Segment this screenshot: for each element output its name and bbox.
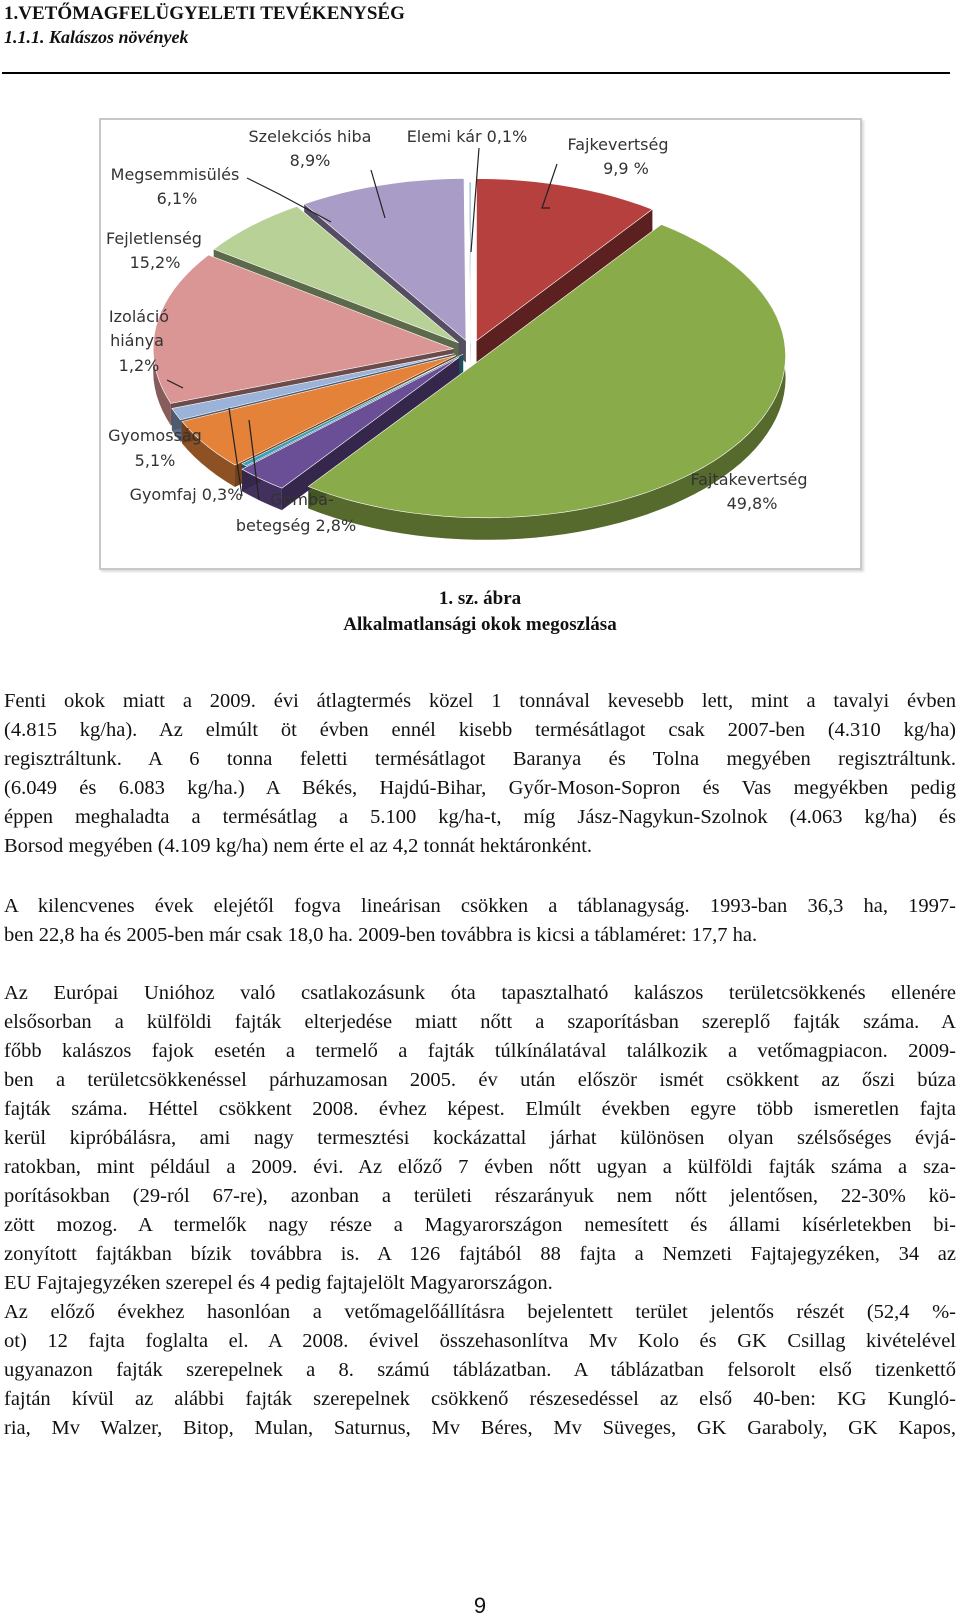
text-line: éppen meghaladta a termésátlag a 5.100 kg/ha-t, míg Jász-Nagykun-Szolnok (4.063 kg/ha) és	[4, 806, 956, 828]
paragraph-field-size	[4, 892, 956, 950]
label-gomba: Gomba-	[270, 490, 334, 509]
paragraph-varieties	[4, 979, 956, 1443]
label-fajkevertseg-value: 9,9 %	[603, 159, 649, 178]
text-line: Az Európai Unióhoz való csatlakozásunk óta tapasztalható kalászos területcsökkenés ellenére	[4, 982, 956, 1004]
label-megsemmisules: Megsemmisülés	[110, 165, 240, 184]
text-line: Borsod megyében (4.109 kg/ha) nem érte el az 4,2 tonnát hektáronként.	[4, 835, 593, 857]
text-line: ria, Mv Walzer, Bitop, Mulan, Saturnus, Mv Béres, Mv Süveges, GK Garaboly, GK Kapos,	[4, 1417, 956, 1439]
label-gyomossag-value: 5,1%	[134, 451, 176, 470]
pie-chart	[101, 120, 860, 568]
text-line: Fenti okok miatt a 2009. évi átlagtermés közel 1 tonnával kevesebb lett, mint a tavalyi évben	[4, 690, 956, 712]
label-gomba-2: betegség 2,8%	[235, 516, 357, 535]
section-title: 1.1.1. Kalászos növények	[4, 27, 189, 47]
text-line: zonyított fajtákban bízik továbbra is. A 126 fajtából 88 fajta a Nemzeti Fajtajegyzéken, 34 az	[4, 1243, 956, 1265]
pie-slice-elemi-k-r	[469, 182, 471, 344]
text-line: A kilencvenes évek elejétől fogva lineárisan csökken a táblanagyság. 1993-ban 36,3 ha, 1997-	[4, 895, 956, 917]
label-gyomfaj: Gyomfaj 0,3%	[129, 485, 243, 504]
text-line: elsősorban a külföldi fajták elterjedése miatt nőtt a szaporításban szereplő fajták száma. A	[4, 1011, 956, 1033]
text-line: ot) 12 fajta foglalta el. A 2008. évivel összehasonlítva Mv Kolo és GK Csillag kivételével	[4, 1330, 956, 1352]
label-elemi: Elemi kár 0,1%	[406, 127, 528, 146]
header-rule	[2, 72, 950, 74]
text-line: porításokban (29-ról 67-re), azonban a területi részarányuk nem nőtt jelentősen, 22-30% kö-	[4, 1185, 956, 1207]
figure-title: Alkalmatlansági okok megoszlása	[343, 614, 617, 635]
label-szelekcios: Szelekciós hiba	[248, 127, 372, 146]
page-header	[4, 2, 405, 48]
label-fejletlenseg-value: 15,2%	[129, 253, 181, 272]
pie-chart-frame	[99, 118, 862, 570]
label-gyomossag: Gyomosság	[108, 426, 202, 445]
text-line: EU Fajtajegyzéken szerepel és 4 pedig fajtajelölt Magyarországon.	[4, 1272, 553, 1294]
label-fejletlenseg: Fejletlenség	[106, 229, 202, 248]
text-line: regisztráltunk. A 6 tonna feletti termésátlagot Baranya és Tolna megyében regisztráltunk.	[4, 748, 956, 770]
page-number: 9	[473, 1593, 487, 1618]
paragraph-yield	[4, 687, 956, 861]
label-szelekcios-value: 8,9%	[289, 151, 331, 170]
text-line: főbb kalászos fajok esetén a termelő a fajták túlkínálatával találkozik a vetőmagpiacon. 2009-	[4, 1040, 956, 1062]
text-line: fajták száma. Héttel csökkent 2008. évhez képest. Elmúlt években egyre több ismeretlen fajta	[4, 1098, 956, 1120]
label-izolacio-2: hiánya	[110, 331, 164, 350]
text-line: ugyanazon fajták szerepelnek a 8. számú táblázatban. A táblázatban felsorolt első tizenkettő	[4, 1359, 956, 1381]
label-megsemmisules-value: 6,1%	[156, 189, 198, 208]
text-line: ratokban, mint például a 2009. évi. Az előző 7 évben nőtt ugyan a külföldi fajták száma a sza-	[4, 1156, 956, 1178]
text-line: (4.815 kg/ha). Az elmúlt öt évben ennél kisebb termésátlagot csak 2007-ben (4.310 kg/ha)	[4, 719, 956, 741]
text-line: kerül kipróbálásra, ami nagy termesztési kockázattal járhat különösen olyan szélsőséges évjá-	[4, 1127, 956, 1149]
chapter-title: 1.VETŐMAGFELÜGYELETI TEVÉKENYSÉG	[4, 3, 405, 24]
label-izolacio-value: 1,2%	[118, 356, 160, 375]
label-fajkevertseg: Fajkevertség	[567, 135, 669, 154]
text-line: ben a területcsökkenéssel párhuzamosan 2005. év után először ismét csökkent az őszi búza	[4, 1069, 956, 1091]
text-line: ben 22,8 ha és 2005-ben már csak 18,0 ha. 2009-ben továbbra is kicsi a táblaméret: 17,7 ha.	[4, 924, 758, 946]
figure-number: 1. sz. ábra	[438, 588, 522, 609]
text-line: zött mozog. A termelők nagy része a Magyarországon nemesített és állami kísérletekben bi-	[4, 1214, 956, 1236]
label-izolacio: Izoláció	[108, 307, 170, 326]
text-line: fajtán kívül az alábbi fajták szerepelnek csökkenő részesedéssel az első 40-ben: KG Kungló-	[4, 1388, 956, 1410]
text-line: (6.049 és 6.083 kg/ha.) A Békés, Hajdú-Bihar, Győr-Moson-Sopron és Vas megyékben pedig	[4, 777, 956, 799]
label-fajtakevertseg-value: 49,8%	[726, 494, 778, 513]
label-fajtakevertseg: Fajtakevertség	[690, 470, 808, 489]
text-line: Az előző évekhez hasonlóan a vetőmagelőállításra bejelentett terület jelentős részét (52,4 %-	[4, 1301, 956, 1323]
